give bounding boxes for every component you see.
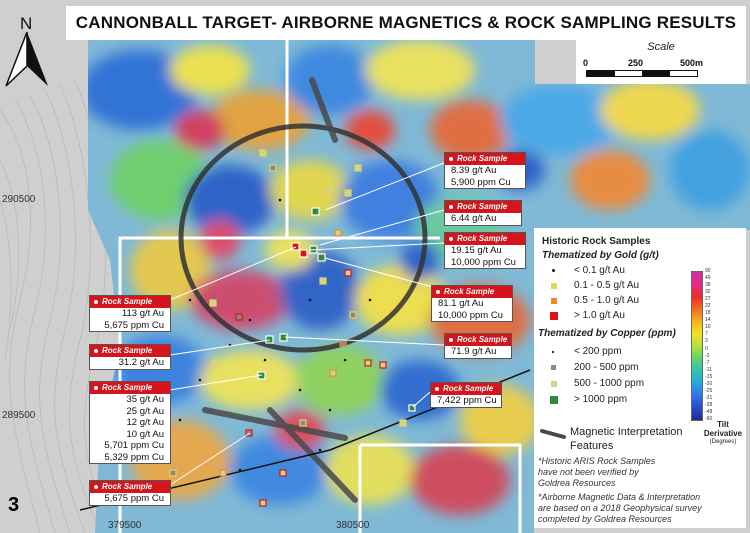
callout-header: Rock Sample [445, 334, 511, 346]
callout-line: 25 g/t Au [126, 405, 164, 417]
coord-x-right: 380500 [336, 520, 370, 531]
scale-label-0: 0 [583, 58, 589, 68]
legend-mag-label-1: Magnetic Interpretation [570, 426, 683, 438]
gold-symbol-1 [552, 269, 555, 272]
gold-symbol-2 [551, 283, 557, 289]
callout-line: 8.39 g/t Au [451, 165, 497, 176]
callout-sample-8 [89, 344, 171, 370]
scale-label-500: 500m [680, 58, 704, 68]
gold-symbol-4 [550, 312, 558, 320]
legend-gold-heading: Thematized by Gold (g/t) [542, 250, 659, 261]
note-line: completed by Goldrea Resources [538, 514, 672, 524]
tilt-tick: 38 [705, 282, 711, 289]
callout-sample-3 [444, 232, 526, 269]
copper-symbol-2 [551, 365, 556, 370]
tilt-tick: 0 [705, 345, 708, 352]
callout-sample-9 [89, 381, 171, 464]
coord-y-lower: 289500 [2, 410, 36, 421]
tilt-tick: 27 [705, 296, 711, 303]
callout-sample-5 [444, 333, 512, 359]
tilt-tick: -11 [705, 366, 712, 373]
callout-line: 5,701 ppm Cu [104, 440, 164, 451]
gold-item-4: > 1.0 g/t Au [574, 310, 625, 321]
callout-header: Rock Sample [445, 201, 521, 213]
callout-header: Rock Sample [90, 345, 170, 357]
scale-label-250: 250 [628, 58, 644, 68]
coord-x-left: 379500 [108, 520, 142, 531]
tilt-derivative-scale [687, 265, 745, 455]
callout-header: Rock Sample [90, 296, 170, 308]
gold-item-3: 0.5 - 1.0 g/t Au [574, 295, 640, 306]
magnetic-feature-symbol [540, 428, 566, 440]
copper-item-4: > 1000 ppm [574, 394, 628, 405]
callout-header: Rock Sample [431, 383, 501, 395]
tilt-tick: 90 [705, 268, 711, 274]
map-title: CANNONBALL TARGET- AIRBORNE MAGNETICS & ROCK SAMPLING RESULTS [75, 13, 737, 32]
callout-sample-4 [431, 285, 513, 322]
tilt-tick: -90 [705, 416, 713, 422]
callout-line: 5,675 ppm Cu [104, 319, 164, 331]
note-line: *Airborne Magnetic Data & Interpretation [538, 492, 701, 502]
callout-line: 113 g/t Au [121, 308, 164, 319]
note-line: *Historic ARIS Rock Samples [538, 456, 656, 466]
callout-header: Rock Sample [90, 481, 170, 493]
scale-box [576, 40, 746, 84]
callout-sample-7 [89, 295, 171, 332]
tilt-tick: 22 [705, 303, 711, 310]
callout-line: 12 g/t Au [126, 417, 164, 428]
coord-y-upper: 290500 [2, 194, 36, 205]
tilt-label-2: Derivative [703, 429, 743, 438]
copper-item-3: 500 - 1000 ppm [574, 378, 645, 389]
tilt-tick: -38 [705, 401, 713, 408]
tilt-tick: 3 [705, 338, 708, 345]
callout-sample-6 [430, 382, 502, 408]
legend-note-1 [538, 456, 655, 489]
callout-line: 19.15 g/t Au [451, 245, 502, 256]
scale-bar [586, 70, 698, 77]
gold-item-2: 0.1 - 0.5 g/t Au [574, 280, 640, 291]
legend-copper-heading: Thematized by Copper (ppm) [538, 328, 676, 339]
tilt-tick: -25 [705, 387, 713, 394]
gold-item-1: < 0.1 g/t Au [574, 265, 625, 276]
tilt-tick: -3 [705, 352, 710, 359]
callout-sample-2 [444, 200, 522, 226]
callout-header: Rock Sample [445, 153, 525, 165]
callout-line: 10 g/t Au [126, 428, 164, 440]
tilt-tick: 10 [705, 324, 711, 331]
callout-header: Rock Sample [90, 382, 170, 394]
scale-title: Scale [647, 41, 675, 53]
copper-item-2: 200 - 500 ppm [574, 362, 639, 373]
page-number: 3 [8, 494, 20, 516]
tilt-tick: -31 [705, 394, 713, 401]
north-label: N [20, 14, 33, 33]
tilt-colorbar [691, 271, 703, 421]
copper-symbol-3 [551, 381, 557, 387]
tilt-tick: 14 [705, 317, 711, 324]
copper-symbol-1 [552, 351, 554, 353]
tilt-tick: 18 [705, 310, 711, 317]
callout-line: 71.9 g/t Au [451, 346, 497, 357]
legend-note-2 [538, 492, 702, 525]
copper-item-1: < 200 ppm [574, 346, 622, 357]
callout-header: Rock Sample [432, 286, 512, 298]
callout-sample-1 [444, 152, 526, 189]
callout-line: 31.2 g/t Au [118, 357, 164, 368]
tilt-tick: 49 [705, 275, 711, 282]
callout-line: 10,000 ppm Cu [438, 309, 503, 321]
tilt-tick: -20 [705, 380, 713, 387]
callout-line: 6.44 g/t Au [451, 213, 497, 224]
callout-header: Rock Sample [445, 233, 525, 245]
callout-line: 5,329 ppm Cu [104, 451, 164, 463]
callout-line: 5,900 ppm Cu [451, 176, 511, 188]
legend-heading: Historic Rock Samples [542, 236, 651, 247]
callout-sample-10 [89, 480, 171, 506]
tilt-tick: -15 [705, 373, 713, 380]
tilt-label-3: (Degrees) [709, 439, 737, 445]
callout-line: 81.1 g/t Au [438, 298, 484, 309]
gold-symbol-3 [551, 298, 557, 304]
note-line: Goldrea Resources [538, 478, 616, 488]
tilt-tick: 7 [705, 331, 708, 338]
tilt-tick: -48 [705, 408, 713, 415]
callout-line: 7,422 ppm Cu [437, 395, 497, 406]
tilt-label [701, 420, 745, 447]
copper-symbol-4 [550, 396, 558, 404]
note-line: are based on a 2018 Geophysical survey [538, 503, 702, 513]
callout-line: 5,675 ppm Cu [104, 493, 164, 504]
callout-line: 35 g/t Au [126, 394, 164, 405]
callout-line: 10,000 ppm Cu [451, 256, 516, 268]
legend-mag-label-2: Features [570, 440, 614, 452]
tilt-label-1: Tilt [717, 420, 729, 429]
title-banner [66, 6, 746, 40]
note-line: have not been verified by [538, 467, 639, 477]
tilt-tick: -7 [705, 359, 710, 366]
tilt-tick: 32 [705, 289, 711, 296]
